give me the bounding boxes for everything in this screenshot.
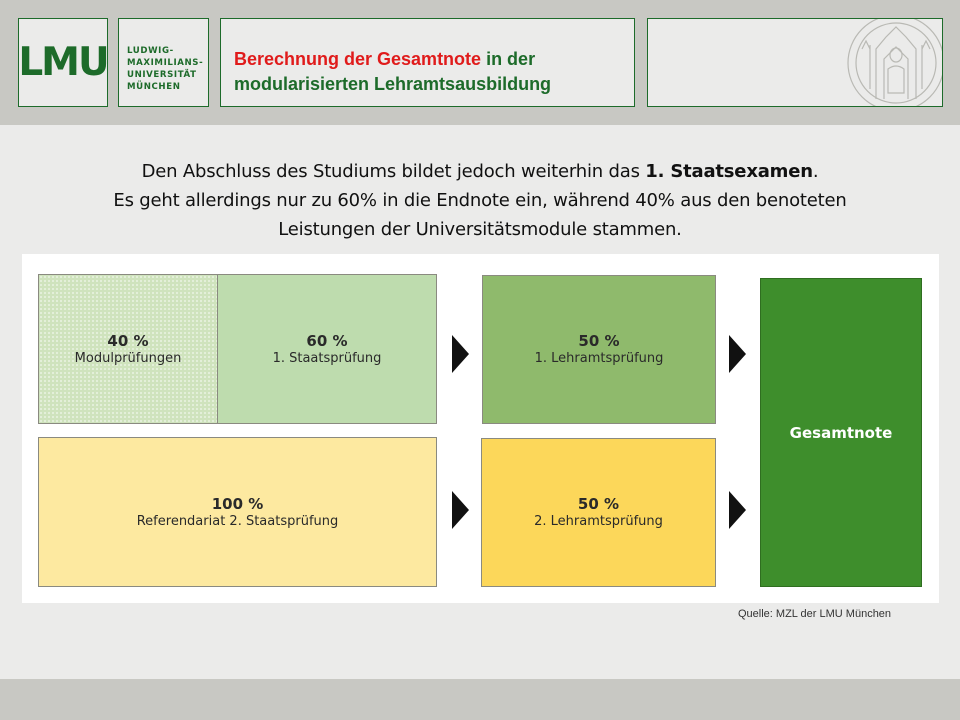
block-gesamtnote xyxy=(760,278,922,587)
intro-line-2: Es geht allerdings nur zu 60% in die Endnote ein, während 40% aus den benoteten xyxy=(113,190,847,211)
block-modul-label: Modulprüfungen xyxy=(74,350,182,366)
block-lehramt2-label: 2. Lehramtsprüfung xyxy=(534,514,663,529)
university-name-line: MAXIMILIANS- xyxy=(127,58,204,68)
slide-title-highlight: Berechnung der Gesamtnote xyxy=(234,49,482,69)
intro-line-1-pre: Den Abschluss des Studiums bildet jedoch weiterhin das xyxy=(141,161,646,182)
footer-bar xyxy=(0,679,960,720)
block-referendariat xyxy=(38,437,437,587)
block-modul-pct: 40 % xyxy=(107,331,149,350)
block-lehramt1-pct: 50 % xyxy=(578,332,620,350)
lmu-logo-box xyxy=(18,18,108,107)
header-bar xyxy=(0,0,960,125)
block-staats1-label: 1. Staatsprüfung xyxy=(272,350,382,366)
university-seal-icon xyxy=(648,19,942,106)
intro-line-1 xyxy=(30,157,930,186)
source-note: Quelle: MZL der LMU München xyxy=(738,608,892,620)
block-gesamt-label: Gesamtnote xyxy=(789,423,893,442)
block-staats1-pct: 60 % xyxy=(306,331,348,350)
block-ref-pct: 100 % xyxy=(211,494,264,513)
block-staatspruefung-1 xyxy=(217,274,437,424)
arrow-right-icon xyxy=(729,491,746,529)
intro-line-3: Leistungen der Universitätsmodule stammen. xyxy=(278,219,682,240)
block-ref-label: Referendariat 2. Staatsprüfung xyxy=(136,513,339,529)
slide-title-line2: modularisierten Lehramtsausbildung xyxy=(234,74,552,94)
slide-title-line1 xyxy=(234,47,634,72)
lmu-logo-text: LMU xyxy=(18,40,108,85)
intro-line-1-post: . xyxy=(812,161,819,182)
arrow-right-icon xyxy=(452,491,469,529)
intro-line-1-bold: 1. Staatsexamen xyxy=(645,161,813,182)
university-name-box xyxy=(118,18,209,107)
block-modulpruefungen xyxy=(38,274,218,424)
arrow-right-icon xyxy=(729,335,746,373)
intro-text xyxy=(30,157,930,244)
block-lehramtspruefung-2 xyxy=(481,438,716,587)
block-lehramt1-label: 1. Lehramtsprüfung xyxy=(534,351,664,366)
university-name-line: UNIVERSITÄT xyxy=(127,70,197,80)
slide-title-rest: in der xyxy=(481,49,536,69)
lmu-logo xyxy=(18,40,107,85)
block-lehramtspruefung-1 xyxy=(482,275,716,424)
slide-title-box xyxy=(220,18,635,107)
block-lehramt2-pct: 50 % xyxy=(577,495,620,513)
grade-composition-diagram xyxy=(22,254,939,603)
university-name-line: MÜNCHEN xyxy=(127,82,181,92)
arrow-right-icon xyxy=(452,335,469,373)
university-name-line: LUDWIG- xyxy=(127,46,174,56)
seal-box xyxy=(647,18,943,107)
